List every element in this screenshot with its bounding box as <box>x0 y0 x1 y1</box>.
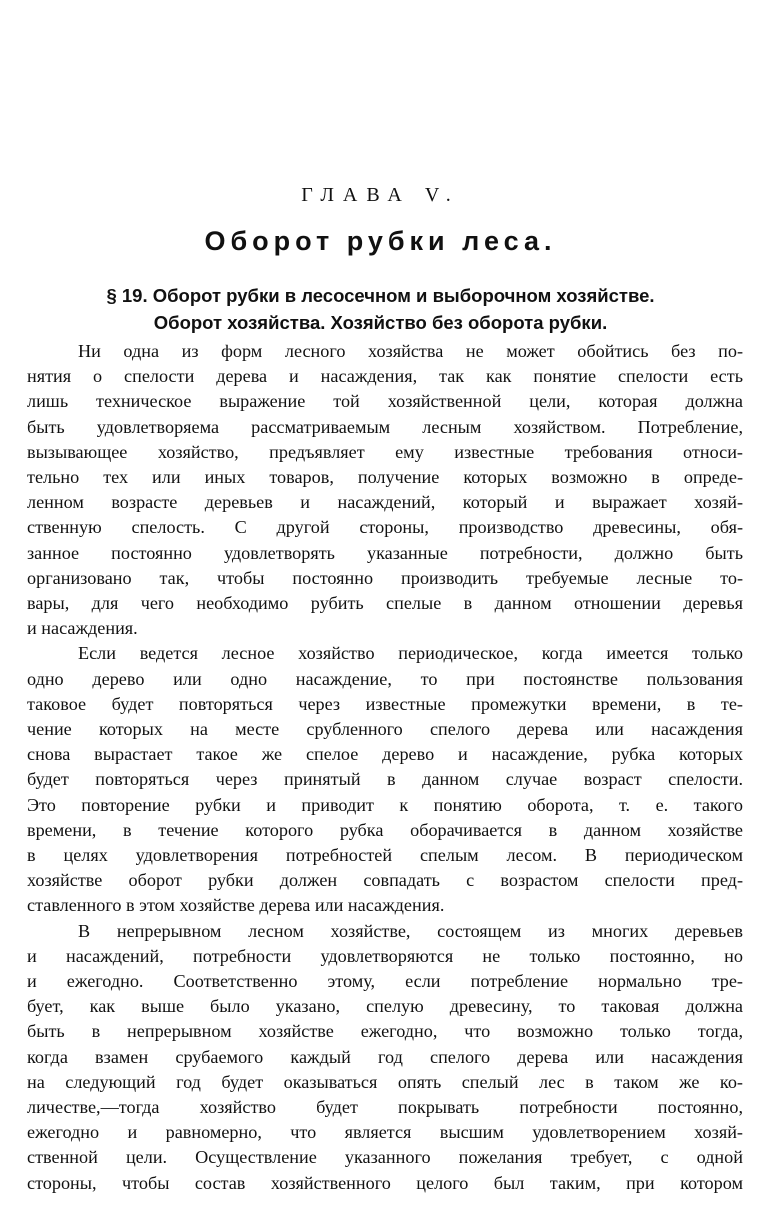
text-line: снова вырастает такое же спелое дерево и насаждение, рубка которых <box>27 744 743 765</box>
text-line: будет повторяться через принятый в данном случае возраст спелости. <box>27 769 743 790</box>
text-line: ленном возрасте деревьев и насаждений, который и выражает хозяй- <box>27 492 743 513</box>
text-line: стороны, чтобы состав хозяйственного целого был таким, при котором <box>27 1172 743 1193</box>
text-line: ственной цели. Осуществление указанного пожелания требует, с одной <box>27 1147 743 1168</box>
text-line: Если ведется лесное хозяйство периодическое, когда имеется только <box>78 643 743 664</box>
text-line: В непрерывном лесном хозяйстве, состоящем из многих деревьев <box>78 920 743 941</box>
text-line: быть в непрерывном хозяйстве ежегодно, что возможно только тогда, <box>27 1021 743 1042</box>
text-line: в целях удовлетворения потребностей спелым лесом. В периодическом <box>27 845 743 865</box>
text-line: ственную спелость. С другой стороны, производство древесины, обя- <box>27 517 743 538</box>
chapter-title: Оборот рубки леса. <box>204 226 557 256</box>
text-line: ставленного в этом хозяйстве дерева или насаждения. <box>27 895 445 916</box>
text-line: организовано так, чтобы постоянно производить требуемые лесные то- <box>27 567 743 588</box>
text-line: бует, как выше было указано, спелую древесину, то таковая должна <box>27 996 743 1017</box>
text-line: чение которых на месте срубленного спелого дерева или насаждения <box>27 719 743 739</box>
text-line: и насаждения. <box>27 618 138 639</box>
text-line: нятия о спелости дерева и насаждения, так как понятие спелости есть <box>27 366 743 387</box>
text-line: и ежегодно. Соответственно этому, если потребление нормально тре- <box>27 971 743 991</box>
text-line: одно дерево или одно насаждение, то при постоянстве пользования <box>27 668 743 689</box>
text-line: хозяйстве оборот рубки должен совпадать с возрастом спелости пред- <box>27 870 743 891</box>
section-heading <box>0 282 761 336</box>
text-line: занное постоянно удовлетворять указанные потребности, должно быть <box>27 542 743 563</box>
text-line: когда взамен срубаемого каждый год спелого дерева или насаждения <box>27 1046 743 1067</box>
chapter-heading: ГЛАВА V. <box>301 184 460 206</box>
text-line: и насаждений, потребности удовлетворяются не только постоянно, но <box>27 945 743 966</box>
section-heading-line: Оборот хозяйства. Хозяйство без оборота рубки. <box>153 312 608 333</box>
text-line: личестве,—тогда хозяйство будет покрывать потребности постоянно, <box>27 1097 743 1117</box>
text-line: времени, в течение которого рубка оборачивается в данном хозяйстве <box>27 819 743 840</box>
section-heading-line: § 19. Оборот рубки в лесосечном и выборочном хозяйстве. <box>106 285 655 306</box>
text-line: вызывающее хозяйство, предъявляет ему известные требования относи- <box>27 441 743 462</box>
text-line: тельно тех или иных товаров, получение которых возможно в опреде- <box>27 467 743 487</box>
text-line: таковое будет повторяться через известные промежутки времени, в те- <box>27 693 743 714</box>
text-line: быть удовлетворяема рассматриваемым лесным хозяйством. Потребление, <box>27 416 743 437</box>
text-line: ежегодно и равномерно, что является высшим удовлетворением хозяй- <box>27 1122 743 1143</box>
text-line: вары, для чего необходимо рубить спелые в данном отношении деревья <box>27 593 743 613</box>
text-line: лишь техническое выражение той хозяйственной цели, которая должна <box>27 391 743 412</box>
text-line: Это повторение рубки и приводит к понятию оборота, т. е. такого <box>27 794 743 815</box>
text-line: Ни одна из форм лесного хозяйства не может обойтись без по- <box>78 341 743 361</box>
text-line: на следующий год будет оказываться опять спелый лес в таком же ко- <box>27 1071 743 1092</box>
